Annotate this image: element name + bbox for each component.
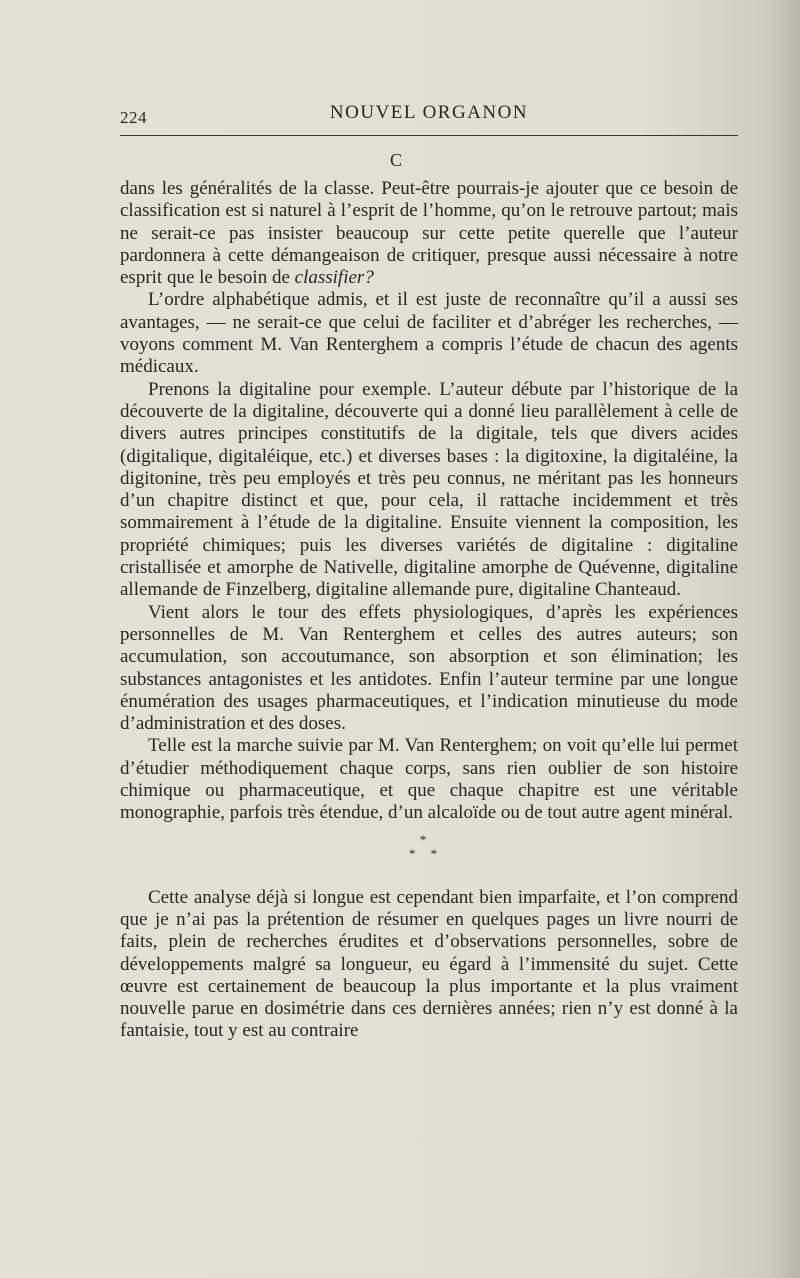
running-title: NOUVEL ORGANON xyxy=(329,102,529,123)
paragraph-5: Telle est la marche suivie par M. Van Renterghem; on voit qu’elle lui permet d’étudier méthodiquement chaque corps, sans rien oublier de son histoire chimique ou pharmaceutique, et que chaque chapitre est une véritable monographie, parfois très étendue, d’un alcaloïde ou de tout autre agent minéral. xyxy=(120,735,738,824)
paragraph-2: L’ordre alphabétique admis, et il est juste de reconnaître qu’il a aussi ses avantages, — ne serait-ce que celui de faciliter et d’abréger les recherches, — voyons comment M. Van Renterghem a compris l’étude de chacun des agents médicaux. xyxy=(120,289,738,378)
page-header xyxy=(120,100,738,130)
paragraph-3: Prenons la digitaline pour exemple. L’auteur débute par l’historique de la découverte de la digitaline, découverte qui a donné lieu parallèlement à celle de divers autres principes constitutifs de la digitale, tels que divers acides (digitalique, digitaléique, etc.) et diverses bases : la digitoxine, la digitaléine, la digitonine, très peu employés et très peu connus, ne méritant pas les honneurs d’un chapitre distinct et que, pour cela, il rattache incidemment et très sommairement à l’étude de la digitaline. Ensuite viennent la composition, les propriété chimiques; puis les diverses variétés de digitaline : digitaline cristallisée et amorphe de Nativelle, digitaline amorphe de Quévenne, digitaline allemande de Finzelberg, digitaline allemande pure, digitaline Chanteaud. xyxy=(120,378,738,601)
signature-mark: C xyxy=(389,150,402,170)
paragraph-1 xyxy=(120,178,738,289)
ornament-bottom: * * xyxy=(408,845,438,861)
section-ornament xyxy=(120,833,738,861)
paragraph-4: Vient alors le tour des effets physiologiques, d’après les expériences personnelles de M. Van Renterghem et celles des autres auteurs; son accumulation, son accoutumance, son absorption et son élimination; les substances antagonistes et les antidotes. Enfin l’auteur termine par une longue énumération des usages pharmaceutiques, et l’indication minutieuse du mode d’administration et des doses. xyxy=(120,601,738,735)
paragraph-1-text: dans les généralités de la classe. Peut-être pourrais-je ajouter que ce besoin de classification est si naturel à l’esprit de l’homme, qu’on le retrouve partout; mais ne serait-ce pas insister beaucoup sur cette petite querelle que l’auteur pardonnera à cette démangeaison de critiquer, presque aussi nécessaire à notre esprit que le besoin de xyxy=(120,178,738,289)
header-rule xyxy=(120,135,738,136)
paragraph-6: Cette analyse déjà si longue est cependant bien imparfaite, et l’on comprend que je n’ai pas la prétention de résumer en quelques pages un livre nourri de faits, plein de recherches érudites et d’observations personnelles, sobre de développements malgré sa longueur, eu égard à l’immensité du sujet. Cette œuvre est certainement de beaucoup la plus importante et la plus vraiment nouvelle parue en dosimétrie dans ces dernières années; rien n’y est donné à la fantaisie, tout y est au contraire xyxy=(120,886,738,1042)
ornament-top: * xyxy=(419,831,427,847)
page-number: 224 xyxy=(120,108,147,127)
body-text xyxy=(120,178,738,1043)
paragraph-1-italic: classifier? xyxy=(294,267,374,289)
